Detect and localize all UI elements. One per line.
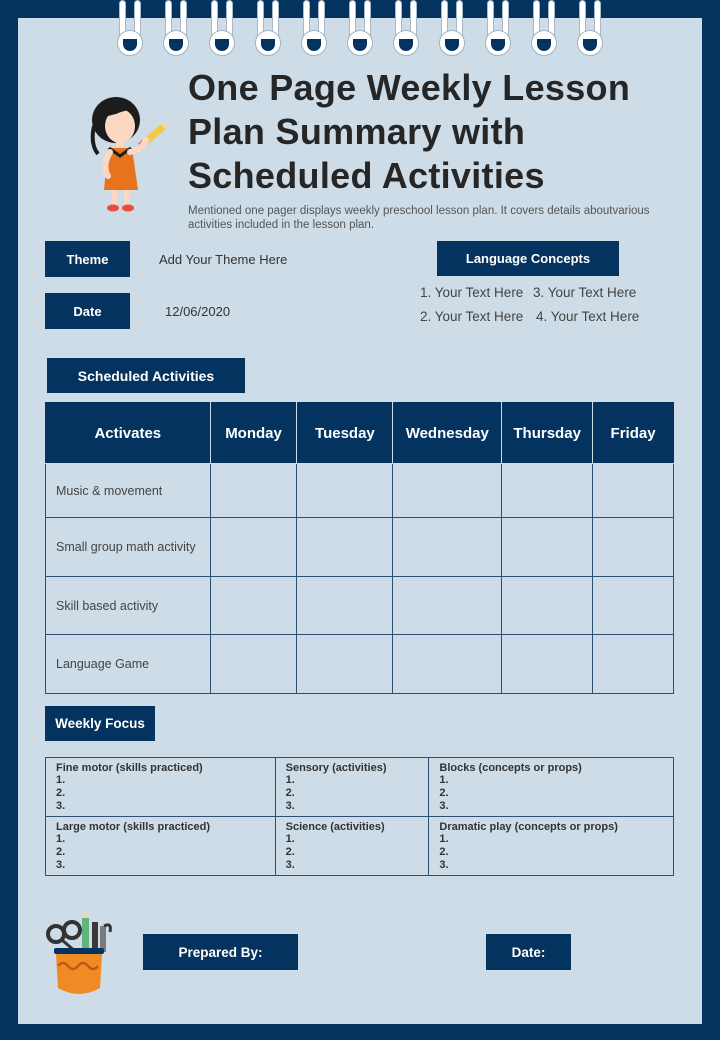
focus-line: 2.: [56, 787, 66, 799]
focus-cell[interactable]: [275, 817, 429, 876]
activity-name: Skill based activity: [46, 577, 211, 635]
focus-line: 3.: [439, 859, 449, 871]
focus-title: Science (activities): [285, 821, 385, 833]
weekly-focus-table: [45, 757, 674, 876]
schedule-cell[interactable]: [502, 635, 593, 694]
footer-date-label[interactable]: Date:: [486, 934, 571, 970]
schedule-cell[interactable]: [297, 577, 393, 635]
ring-icon: [531, 0, 557, 58]
schedule-table: [45, 402, 674, 694]
ring-icon: [347, 0, 373, 58]
focus-line: 1.: [439, 774, 449, 786]
focus-line: 2.: [285, 846, 295, 858]
column-header: Wednesday: [393, 403, 502, 464]
girl-student-icon: [76, 94, 168, 214]
focus-cell[interactable]: [275, 758, 429, 817]
focus-line: 3.: [285, 859, 295, 871]
ring-icon: [577, 0, 603, 58]
focus-line: 2.: [56, 846, 66, 858]
column-header: Activates: [46, 403, 211, 464]
schedule-header-row: [46, 403, 674, 464]
date-label: Date: [45, 293, 130, 329]
column-header: Friday: [593, 403, 674, 464]
schedule-cell[interactable]: [393, 635, 502, 694]
focus-cell[interactable]: [429, 758, 674, 817]
theme-value[interactable]: Add Your Theme Here: [159, 252, 288, 267]
focus-line: 2.: [439, 787, 449, 799]
schedule-cell[interactable]: [297, 518, 393, 577]
focus-line: 2.: [439, 846, 449, 858]
prepared-by-label[interactable]: Prepared By:: [143, 934, 298, 970]
language-concepts-label: Language Concepts: [437, 241, 619, 276]
table-row: [46, 518, 674, 577]
focus-title: Dramatic play (concepts or props): [439, 821, 618, 833]
table-row: [46, 817, 674, 876]
column-header: Thursday: [502, 403, 593, 464]
language-concept-item[interactable]: 4. Your Text Here: [536, 309, 640, 324]
focus-line: 3.: [285, 800, 295, 812]
focus-line: 1.: [56, 774, 66, 786]
scheduled-activities-label: Scheduled Activities: [47, 358, 245, 393]
theme-label: Theme: [45, 241, 130, 277]
activity-name: Language Game: [46, 635, 211, 694]
focus-line: 2.: [285, 787, 295, 799]
page-subtitle: Mentioned one pager displays weekly preschool lesson plan. It covers details aboutvarious activities included in the lesson plan.: [188, 205, 650, 231]
spiral-binding: [0, 0, 720, 60]
column-header: Monday: [210, 403, 297, 464]
ring-icon: [163, 0, 189, 58]
weekly-focus-label: Weekly Focus: [45, 706, 155, 741]
focus-title: Large motor (skills practiced): [56, 821, 211, 833]
focus-line: 1.: [56, 833, 66, 845]
activity-name: Music & movement: [46, 464, 211, 518]
ring-icon: [255, 0, 281, 58]
schedule-cell[interactable]: [502, 464, 593, 518]
focus-cell[interactable]: [46, 758, 276, 817]
title-line: Plan Summary with: [188, 111, 526, 152]
focus-line: 1.: [285, 833, 295, 845]
schedule-cell[interactable]: [593, 464, 674, 518]
schedule-cell[interactable]: [393, 518, 502, 577]
page-title: [188, 66, 688, 198]
schedule-cell[interactable]: [210, 518, 297, 577]
schedule-cell[interactable]: [393, 577, 502, 635]
schedule-cell[interactable]: [210, 464, 297, 518]
schedule-cell[interactable]: [393, 464, 502, 518]
focus-cell[interactable]: [429, 817, 674, 876]
schedule-cell[interactable]: [210, 577, 297, 635]
activity-name: Small group math activity: [46, 518, 211, 577]
schedule-cell[interactable]: [593, 577, 674, 635]
language-concept-item[interactable]: 3. Your Text Here: [533, 285, 637, 300]
language-concept-item[interactable]: 1. Your Text Here: [420, 285, 524, 300]
stationery-cup-icon: [42, 910, 118, 1000]
schedule-cell[interactable]: [593, 518, 674, 577]
focus-line: 1.: [285, 774, 295, 786]
schedule-cell[interactable]: [502, 577, 593, 635]
date-value[interactable]: 12/06/2020: [165, 304, 231, 319]
focus-title: Sensory (activities): [285, 762, 387, 774]
focus-title: Blocks (concepts or props): [439, 762, 582, 774]
ring-icon: [209, 0, 235, 58]
schedule-cell[interactable]: [502, 518, 593, 577]
language-concept-item[interactable]: 2. Your Text Here: [420, 309, 524, 324]
title-line: Scheduled Activities: [188, 155, 545, 196]
focus-line: 3.: [56, 800, 66, 812]
table-row: [46, 758, 674, 817]
focus-line: 3.: [56, 859, 66, 871]
ring-icon: [301, 0, 327, 58]
focus-cell[interactable]: [46, 817, 276, 876]
ring-icon: [117, 0, 143, 58]
ring-icon: [485, 0, 511, 58]
title-line: One Page Weekly Lesson: [188, 67, 631, 108]
table-row: [46, 577, 674, 635]
focus-line: 3.: [439, 800, 449, 812]
focus-line: 1.: [439, 833, 449, 845]
ring-icon: [439, 0, 465, 58]
table-row: [46, 464, 674, 518]
table-row: [46, 635, 674, 694]
schedule-cell[interactable]: [210, 635, 297, 694]
schedule-cell[interactable]: [297, 464, 393, 518]
ring-icon: [393, 0, 419, 58]
focus-title: Fine motor (skills practiced): [56, 762, 203, 774]
column-header: Tuesday: [297, 403, 393, 464]
schedule-cell[interactable]: [297, 635, 393, 694]
schedule-cell[interactable]: [593, 635, 674, 694]
